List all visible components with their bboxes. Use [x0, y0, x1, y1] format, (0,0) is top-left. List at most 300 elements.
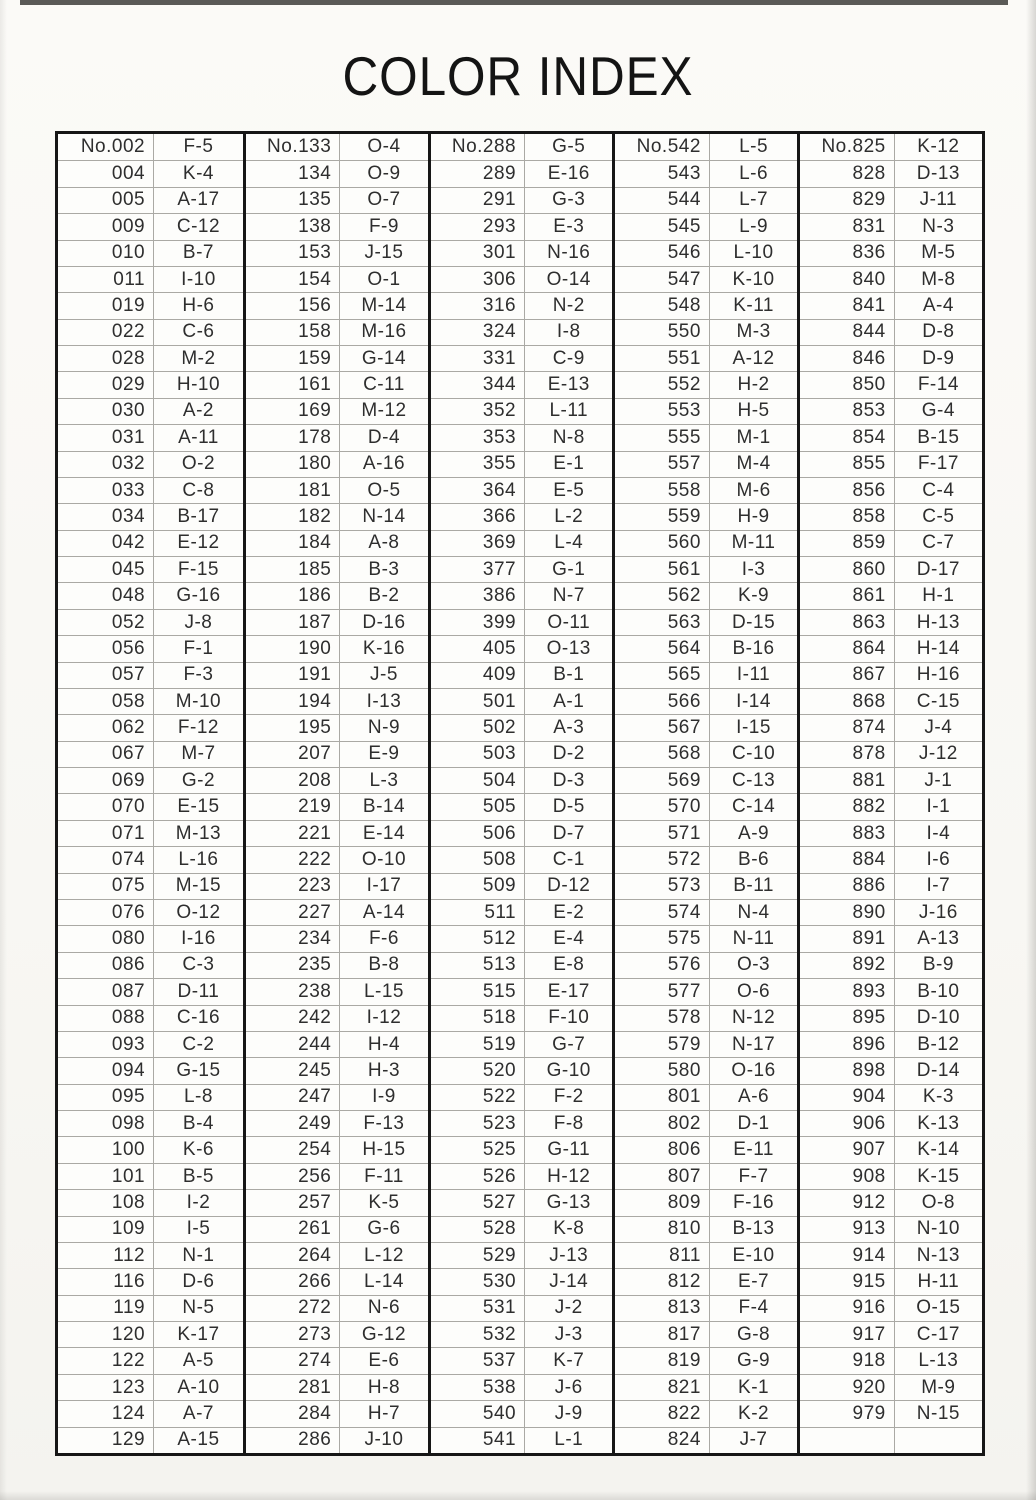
color-code-cell: [895, 1428, 982, 1453]
color-code-cell: D-12: [547, 875, 591, 897]
color-code-cell: F-6: [368, 928, 399, 950]
color-number-cell: 579: [615, 1032, 710, 1057]
color-code-cell: H-7: [367, 1402, 401, 1424]
color-number-cell: 551: [615, 346, 710, 371]
table-row: [800, 398, 982, 424]
table-row: [431, 1216, 613, 1242]
table-row: [246, 793, 428, 819]
table-row: [246, 1084, 428, 1110]
color-code-cell: B-10: [917, 980, 960, 1002]
color-code-cell: B-5: [182, 1165, 214, 1187]
color-number-cell: 515: [431, 979, 526, 1004]
color-number-cell: 109: [58, 1217, 154, 1242]
table-row: [800, 793, 982, 819]
color-number-cell: 979: [800, 1401, 895, 1426]
color-number-cell: 123: [58, 1375, 154, 1400]
table-row: [431, 530, 613, 556]
table-row: [431, 952, 613, 978]
color-code-cell: F-15: [177, 558, 219, 580]
table-row: [615, 1110, 797, 1136]
color-number-cell: 518: [431, 1006, 526, 1031]
color-code-cell: C-6: [182, 321, 215, 343]
color-number-cell: 916: [800, 1296, 895, 1321]
color-number-cell: 575: [615, 926, 710, 951]
color-code-cell: A-15: [177, 1429, 220, 1451]
color-number-cell: 568: [615, 742, 710, 767]
table-row: [800, 1268, 982, 1294]
table-row: [615, 556, 797, 582]
table-row: [58, 503, 243, 529]
table-row: [58, 635, 243, 661]
table-row: [246, 1268, 428, 1294]
color-code-cell: M-6: [736, 479, 771, 501]
color-code-cell: L-14: [363, 1271, 404, 1293]
color-number-cell: 856: [800, 478, 895, 503]
table-row: [58, 1374, 243, 1400]
color-number-cell: 867: [800, 663, 895, 688]
color-number-cell: 344: [431, 372, 526, 397]
color-number-cell: 019: [58, 293, 154, 318]
color-code-cell: J-12: [918, 743, 958, 765]
color-number-cell: 571: [615, 821, 710, 846]
table-row: [58, 1110, 243, 1136]
color-number-cell: 513: [431, 953, 526, 978]
table-row: [58, 477, 243, 503]
color-code-cell: A-2: [182, 400, 214, 422]
color-number-cell: 289: [431, 161, 526, 186]
color-number-cell: 286: [246, 1428, 341, 1453]
color-code-cell: J-5: [370, 664, 398, 686]
color-code-cell: F-14: [917, 374, 959, 396]
color-number-cell: 094: [58, 1058, 154, 1083]
table-row: [800, 609, 982, 635]
color-code-cell: C-11: [363, 374, 405, 396]
color-code-cell: I-9: [372, 1086, 396, 1108]
color-number-cell: 509: [431, 874, 526, 899]
color-number-cell: 868: [800, 689, 895, 714]
table-row: [58, 213, 243, 239]
color-number-cell: 056: [58, 636, 154, 661]
table-row: [615, 240, 797, 266]
color-code-cell: G-10: [546, 1059, 591, 1081]
color-code-cell: A-11: [178, 426, 219, 448]
color-number-cell: 093: [58, 1032, 154, 1057]
color-code-cell: K-5: [368, 1191, 400, 1213]
color-number-cell: 355: [431, 452, 526, 477]
color-number-cell: 161: [246, 372, 341, 397]
color-code-cell: G-16: [176, 585, 221, 607]
table-row: [431, 556, 613, 582]
color-code-cell: N-10: [916, 1218, 960, 1240]
color-number-cell: 904: [800, 1085, 895, 1110]
table-row: [431, 1110, 613, 1136]
table-row: [800, 292, 982, 318]
color-code-cell: C-4: [922, 479, 955, 501]
color-number-cell: 544: [615, 188, 710, 213]
table-row: [246, 1189, 428, 1215]
color-number-cell: 561: [615, 557, 710, 582]
color-code-cell: I-7: [926, 875, 951, 897]
table-column-group-3: [428, 134, 613, 1453]
table-row: [58, 371, 243, 397]
color-number-cell: 555: [615, 425, 710, 450]
table-row: [58, 952, 243, 978]
color-code-cell: L-16: [178, 848, 219, 870]
color-number-cell: No.002: [58, 134, 154, 160]
table-row: [431, 978, 613, 1004]
color-code-cell: F-1: [183, 637, 214, 659]
table-row: [615, 1031, 797, 1057]
table-row: [58, 1136, 243, 1162]
color-number-cell: 915: [800, 1269, 895, 1294]
table-row: [246, 609, 428, 635]
color-code-cell: H-8: [367, 1376, 401, 1398]
color-number-cell: 029: [58, 372, 154, 397]
color-number-cell: 809: [615, 1190, 710, 1215]
color-number-cell: No.825: [800, 134, 895, 160]
color-code-cell: E-4: [553, 928, 585, 950]
color-number-cell: 506: [431, 821, 526, 846]
color-code-cell: H-16: [916, 664, 960, 686]
color-code-cell: E-12: [177, 532, 220, 554]
color-number-cell: 301: [431, 241, 526, 266]
color-code-cell: F-4: [738, 1297, 769, 1319]
table-row: [615, 1321, 797, 1347]
color-code-cell: A-5: [182, 1350, 214, 1372]
color-number-cell: 831: [800, 214, 895, 239]
color-code-cell: G-8: [736, 1323, 771, 1345]
color-number-cell: 520: [431, 1058, 526, 1083]
color-number-cell: 306: [431, 267, 526, 292]
color-number-cell: 891: [800, 926, 895, 951]
color-number-cell: 028: [58, 346, 154, 371]
color-code-cell: I-8: [556, 321, 581, 343]
color-number-cell: 817: [615, 1322, 710, 1347]
color-number-cell: 559: [615, 504, 710, 529]
color-code-cell: E-11: [733, 1139, 774, 1161]
table-row: [431, 1084, 613, 1110]
table-row: [431, 662, 613, 688]
table-row: [431, 873, 613, 899]
table-column-group-1: [58, 134, 243, 1453]
table-column-group-5: [797, 134, 982, 1453]
table-row: [246, 398, 428, 424]
table-row: [58, 424, 243, 450]
color-number-cell: 807: [615, 1164, 710, 1189]
table-row: [246, 714, 428, 740]
color-number-cell: 890: [800, 900, 895, 925]
table-row: [615, 345, 797, 371]
color-number-cell: 846: [800, 346, 895, 371]
color-number-cell: 841: [800, 293, 895, 318]
table-row: [800, 240, 982, 266]
color-code-cell: F-3: [183, 664, 214, 686]
color-number-cell: 011: [58, 267, 154, 292]
color-number-cell: 190: [246, 636, 341, 661]
color-number-cell: 181: [246, 478, 341, 503]
color-number-cell: 855: [800, 452, 895, 477]
table-row: [800, 741, 982, 767]
color-number-cell: 560: [615, 531, 710, 556]
table-row: [800, 714, 982, 740]
color-number-cell: 558: [615, 478, 710, 503]
color-code-cell: C-9: [552, 347, 585, 369]
table-row: [615, 398, 797, 424]
table-row: [246, 767, 428, 793]
color-number-cell: 154: [246, 267, 341, 292]
table-row: [615, 846, 797, 872]
color-number-cell: 116: [58, 1269, 154, 1294]
table-row: [615, 1374, 797, 1400]
color-number-cell: 033: [58, 478, 154, 503]
table-row: [615, 688, 797, 714]
color-number-cell: 895: [800, 1006, 895, 1031]
table-row: [58, 1057, 243, 1083]
table-row: [246, 1295, 428, 1321]
color-number-cell: 194: [246, 689, 341, 714]
table-row: [800, 662, 982, 688]
color-code-cell: G-11: [547, 1139, 591, 1161]
color-number-cell: 119: [58, 1296, 154, 1321]
table-row: [58, 978, 243, 1004]
color-code-cell: A-13: [917, 928, 960, 950]
table-row: [431, 319, 613, 345]
table-row: [431, 1321, 613, 1347]
table-row: [246, 662, 428, 688]
color-code-cell: A-14: [362, 901, 406, 923]
color-number-cell: 884: [800, 847, 895, 872]
color-code-cell: K-9: [738, 585, 770, 607]
color-number-cell: 242: [246, 1006, 341, 1031]
color-code-cell: O-9: [367, 163, 401, 185]
color-number-cell: 828: [800, 161, 895, 186]
table-row: [431, 688, 613, 714]
color-number-cell: 578: [615, 1006, 710, 1031]
color-code-cell: N-15: [916, 1402, 960, 1424]
color-number-cell: 075: [58, 874, 154, 899]
table-row: [431, 925, 613, 951]
color-code-cell: N-2: [552, 294, 585, 316]
color-number-cell: 503: [431, 742, 526, 767]
color-number-cell: 045: [58, 557, 154, 582]
color-code-cell: B-14: [362, 796, 406, 818]
color-code-cell: F-10: [548, 1007, 590, 1029]
color-code-cell: D-6: [182, 1271, 215, 1293]
color-code-cell: M-10: [175, 690, 222, 712]
table-row: [431, 477, 613, 503]
table-row: [615, 925, 797, 951]
table-row: [800, 1084, 982, 1110]
table-row: [615, 609, 797, 635]
table-row: [58, 609, 243, 635]
color-number-cell: 122: [58, 1348, 154, 1373]
table-row: [615, 134, 797, 160]
table-row: [58, 1295, 243, 1321]
color-code-cell: M-11: [731, 532, 776, 554]
table-row: [800, 1005, 982, 1031]
table-row: [800, 213, 982, 239]
color-code-cell: I-3: [741, 558, 766, 580]
color-code-cell: M-1: [736, 426, 771, 448]
color-code-cell: H-4: [367, 1033, 401, 1055]
color-code-cell: J-1: [924, 769, 953, 791]
color-number-cell: 813: [615, 1296, 710, 1321]
table-row: [246, 371, 428, 397]
table-row: [431, 213, 613, 239]
color-number-cell: 058: [58, 689, 154, 714]
color-code-cell: E-6: [368, 1350, 400, 1372]
color-number-cell: 523: [431, 1111, 526, 1136]
color-code-cell: D-8: [922, 321, 955, 343]
table-row: [246, 1216, 428, 1242]
color-code-cell: I-10: [181, 268, 216, 290]
table-row: [800, 952, 982, 978]
color-code-cell: F-17: [917, 453, 959, 475]
color-code-cell: J-14: [549, 1271, 589, 1293]
color-number-cell: 565: [615, 663, 710, 688]
color-number-cell: 567: [615, 715, 710, 740]
color-code-cell: K-12: [917, 136, 960, 158]
color-number-cell: 005: [58, 188, 154, 213]
table-row: [58, 793, 243, 819]
table-row: [800, 978, 982, 1004]
table-row: [246, 477, 428, 503]
color-code-cell: G-6: [367, 1218, 401, 1240]
color-code-cell: M-16: [361, 321, 407, 343]
table-row: [58, 662, 243, 688]
table-row: [431, 1427, 613, 1453]
table-row: [800, 846, 982, 872]
color-code-cell: M-7: [181, 743, 216, 765]
color-code-cell: B-3: [368, 558, 400, 580]
table-row: [246, 1005, 428, 1031]
table-row: [58, 1427, 243, 1453]
color-number-cell: 219: [246, 794, 341, 819]
table-row: [246, 1347, 428, 1373]
table-row: [800, 1374, 982, 1400]
table-row: [615, 477, 797, 503]
table-row: [615, 1005, 797, 1031]
color-code-cell: N-9: [367, 717, 401, 739]
color-number-cell: 829: [800, 188, 895, 213]
color-number-cell: 264: [246, 1243, 341, 1268]
color-code-cell: G-9: [736, 1350, 771, 1372]
table-row: [246, 1031, 428, 1057]
color-code-cell: E-8: [553, 954, 585, 976]
table-row: [58, 451, 243, 477]
color-number-cell: 860: [800, 557, 895, 582]
table-row: [615, 160, 797, 186]
color-code-cell: G-2: [181, 769, 216, 791]
table-row: [800, 1216, 982, 1242]
color-number-cell: 882: [800, 794, 895, 819]
table-row: [246, 187, 428, 213]
table-row: [58, 1321, 243, 1347]
table-row: [246, 688, 428, 714]
color-number-cell: 812: [615, 1269, 710, 1294]
color-number-cell: 169: [246, 399, 341, 424]
table-row: [246, 292, 428, 318]
color-number-cell: 548: [615, 293, 710, 318]
color-code-cell: L-12: [363, 1244, 404, 1266]
color-number-cell: 221: [246, 821, 341, 846]
table-row: [58, 1005, 243, 1031]
table-row: [246, 741, 428, 767]
color-number-cell: 227: [246, 900, 341, 925]
color-number-cell: 844: [800, 320, 895, 345]
table-row: [58, 1216, 243, 1242]
color-number-cell: 266: [246, 1269, 341, 1294]
color-code-cell: M-2: [181, 347, 216, 369]
color-code-cell: H-9: [737, 506, 770, 527]
color-code-cell: E-5: [553, 479, 585, 501]
table-row: [615, 530, 797, 556]
color-code-cell: K-13: [917, 1112, 960, 1134]
color-number-cell: 863: [800, 610, 895, 635]
color-number-cell: 316: [431, 293, 526, 318]
color-code-cell: N-14: [362, 506, 406, 527]
color-number-cell: 881: [800, 768, 895, 793]
color-number-cell: 550: [615, 320, 710, 345]
color-number-cell: 098: [58, 1111, 154, 1136]
color-code-cell: J-4: [924, 717, 953, 739]
color-code-cell: L-1: [554, 1429, 584, 1451]
color-code-cell: F-5: [183, 136, 214, 158]
color-code-cell: A-4: [922, 294, 954, 316]
color-number-cell: 850: [800, 372, 895, 397]
color-code-cell: H-10: [176, 374, 221, 396]
table-row: [800, 1136, 982, 1162]
scan-edge-right: [1026, 0, 1036, 1500]
color-code-cell: I-15: [736, 717, 771, 739]
color-code-cell: J-7: [739, 1429, 768, 1451]
color-number-cell: No.288: [431, 134, 526, 160]
color-number-cell: 238: [246, 979, 341, 1004]
color-number-cell: 182: [246, 504, 341, 529]
color-number-cell: 564: [615, 636, 710, 661]
color-number-cell: 892: [800, 953, 895, 978]
color-code-cell: I-6: [926, 848, 951, 870]
color-number-cell: 861: [800, 583, 895, 608]
color-number-cell: 836: [800, 241, 895, 266]
table-row: [58, 925, 243, 951]
table-row: [431, 1374, 613, 1400]
color-code-cell: H-15: [362, 1139, 406, 1161]
color-code-cell: N-1: [182, 1244, 215, 1266]
color-code-cell: A-1: [553, 690, 585, 712]
table-row: [246, 1321, 428, 1347]
color-code-cell: G-3: [552, 189, 586, 211]
color-code-cell: D-7: [552, 822, 585, 844]
color-code-cell: M-14: [361, 294, 407, 316]
color-code-cell: F-12: [177, 717, 219, 739]
color-code-cell: G-13: [546, 1191, 591, 1213]
color-code-cell: F-16: [733, 1191, 775, 1213]
color-code-cell: C-16: [176, 1007, 221, 1029]
color-number-cell: 810: [615, 1217, 710, 1242]
color-code-cell: B-12: [917, 1033, 960, 1055]
color-number-cell: 293: [431, 214, 526, 239]
color-number-cell: 180: [246, 452, 341, 477]
table-row: [431, 1057, 613, 1083]
color-number-cell: 824: [615, 1428, 710, 1453]
color-number-cell: 386: [431, 583, 526, 608]
color-code-cell: K-1: [738, 1376, 770, 1398]
color-code-cell: C-2: [182, 1033, 215, 1055]
color-code-cell: M-15: [175, 875, 222, 897]
color-number-cell: 519: [431, 1032, 526, 1057]
table-column-group-4: [612, 134, 797, 1453]
